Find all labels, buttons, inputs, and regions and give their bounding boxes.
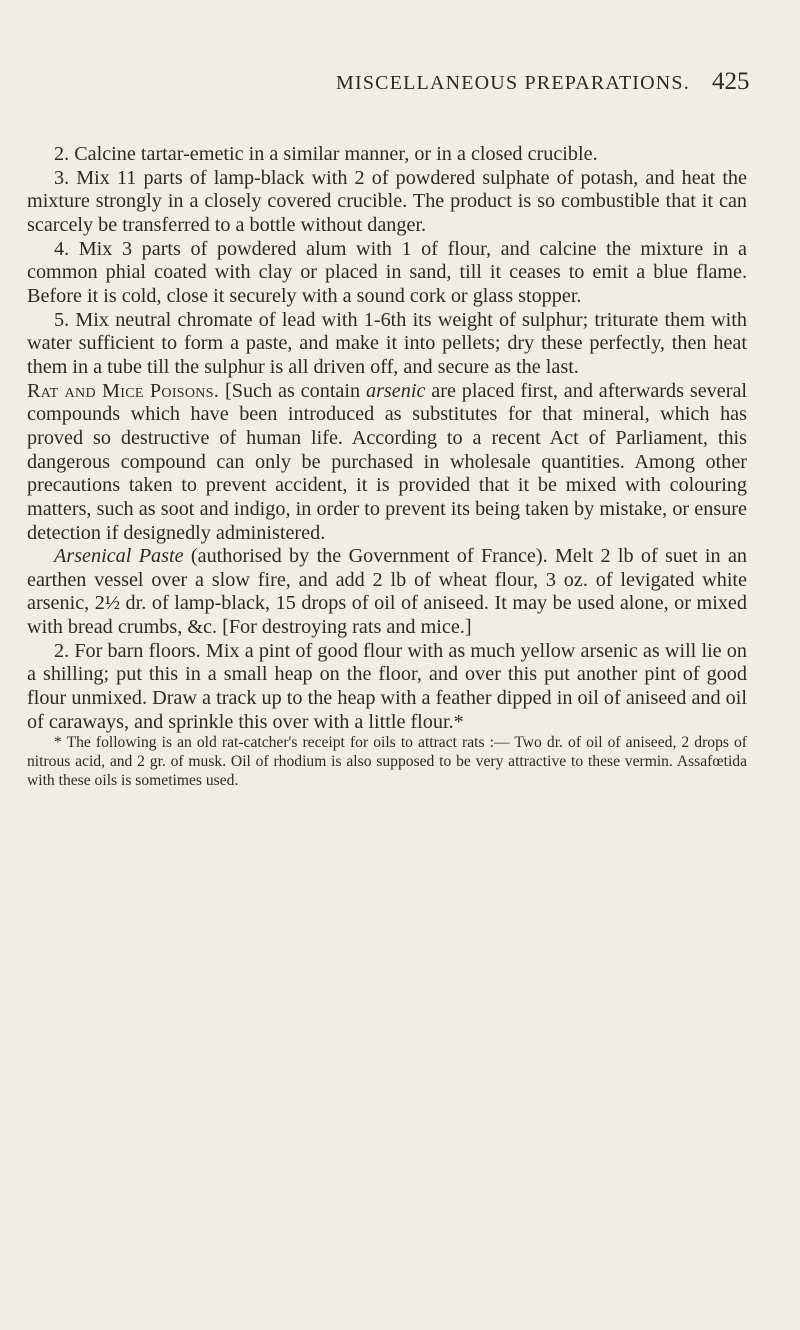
footnote: * The following is an old rat-catcher's receipt for oils to attract rats :— Two dr. of oil of aniseed, 2 drops of nitrous acid, and 2 gr. of musk. Oil of rhodium is also supposed to be very attractive to these vermin. Assafœtida with these oils is sometimes used. — [27, 734, 747, 789]
paragraph-alum-and-flour: 4. Mix 3 parts of powdered alum with 1 of flour, and calcine the mixture in a common phial coated with clay or placed in sand, till it ceases to emit a blue flame. Before it is cold, close it securely with a sound cork or glass stopper. — [27, 237, 747, 307]
paragraph-barn-floors: 2. For barn floors. Mix a pint of good flour with as much yellow arsenic as will lie on a shilling; put this in a small heap on the floor, and over this put another pint of good flour unmixed. Draw a track up to the heap with a feather dipped in oil of aniseed and oil of caraways, and sprinkle this over with a little flour.* — [27, 639, 747, 733]
section-heading: Rat and Mice Poisons. — [27, 379, 220, 402]
paragraph-lamp-black-mixture: 3. Mix 11 parts of lamp-black with 2 of powdered sulphate of potash, and heat the mixture strongly in a closely covered crucible. The product is so combustible that it can scarcely be transferred to a bottle without danger. — [27, 166, 747, 236]
running-title: MISCELLANEOUS PREPARATIONS. — [336, 72, 690, 94]
recipe-title: Arsenical Paste — [54, 545, 184, 568]
recipe-text: (authorised by the Government of France). Melt 2 lb of suet in an earthen vessel over a slow fire, and add 2 lb of wheat flour, 3 oz. of levigated white arsenic, 2½ dr. of lamp-black, 15 drops of oil of aniseed. It may be used alone, or mixed with bread crumbs, &c. [For destroying rats and mice.] — [27, 545, 747, 639]
paragraph-chromate-of-lead: 5. Mix neutral chromate of lead with 1-6th its weight of sulphur; triturate them with water sufficient to form a paste, and make it into pellets; dry these perfectly, then heat them in a tube till the sulphur is all driven off, and secure as the last. — [27, 308, 747, 378]
intro-text-rest: are placed first, and afterwards several compounds which have been introduced as substitutes for that mineral, which has proved so destructive of human life. According to a recent Act of Parliament, this dangerous compound can only be purchased in wholesale quantities. Among other precautions taken to prevent accident, it is provided that it be mixed with colouring matters, such as soot and indigo, in order to prevent its being taken by mistake, or ensure detection if designedly administered. — [27, 379, 748, 544]
intro-text-start: [Such as contain — [225, 379, 361, 402]
paragraph-arsenical-paste — [27, 545, 747, 640]
paragraph-calcine-tartar-emetic: 2. Calcine tartar-emetic in a similar manner, or in a closed crucible. — [54, 143, 598, 165]
intro-emphasis-arsenic: arsenic — [365, 379, 426, 402]
paragraph-rat-and-mice-poisons — [27, 380, 747, 546]
body-text — [27, 143, 747, 790]
page-number: 425 — [712, 68, 750, 95]
